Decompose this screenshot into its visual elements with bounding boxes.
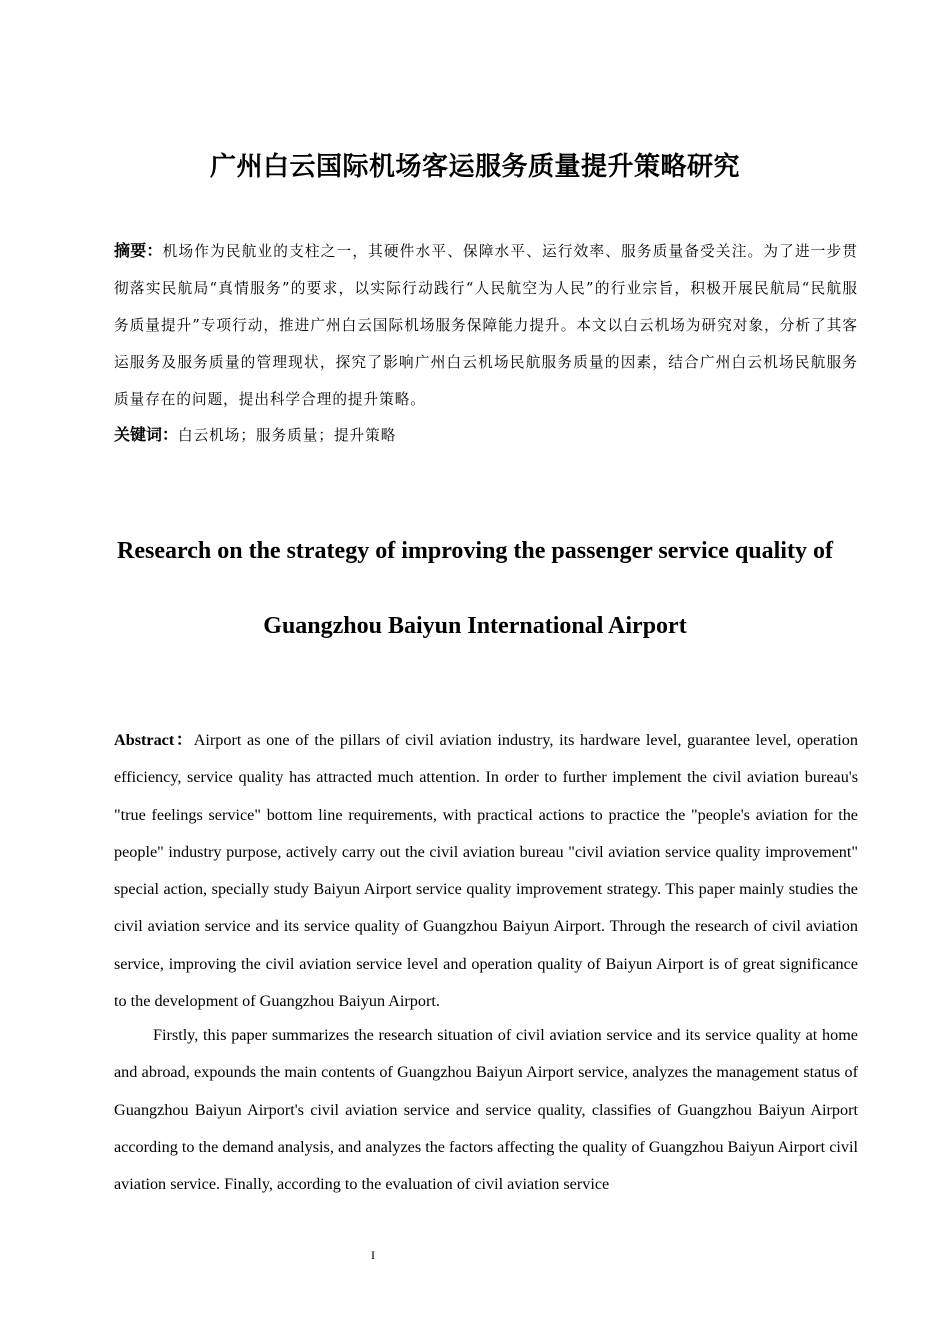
page-number: I — [371, 1248, 375, 1262]
chinese-abstract — [114, 232, 858, 418]
chinese-keywords — [114, 416, 858, 454]
chinese-abstract-label: 摘要： — [114, 241, 163, 260]
english-abstract-paragraph-1 — [114, 722, 858, 1020]
english-abstract-paragraph-2: Firstly, this paper summarizes the research situation of civil aviation service and its service quality at home and abroad, expounds the main contents of Guangzhou Baiyun Airport service, analyzes the management status of Guangzhou Baiyun Airport's civil aviation service and service quality, classifies of Guangzhou Baiyun Airport according to the demand analysis, and analyzes the factors affecting the quality of Guangzhou Baiyun Airport civil aviation service. Finally, according to the evaluation of civil aviation service — [114, 1026, 858, 1194]
chinese-title: 广州白云国际机场客运服务质量提升策略研究 — [209, 152, 740, 182]
chinese-keywords-text: 白云机场；服务质量；提升策略 — [178, 427, 397, 444]
chinese-abstract-text: 机场作为民航业的支柱之一，其硬件水平、保障水平、运行效率、服务质量备受关注。为了进一步贯彻落实民航局“真情服务”的要求，以实际行动践行“人民航空为人民”的行业宗旨，积极开展民航局“民航服务质量提升”专项行动，推进广州白云国际机场服务保障能力提升。本文以白云机场为研究对象，分析了其客运服务及服务质量的管理现状，探究了影响广州白云机场民航服务质量的因素，结合广州白云机场民航服务质量存在的问题，提出科学合理的提升策略。 — [114, 243, 858, 408]
english-abstract-label: Abstract： — [114, 731, 194, 749]
english-title-line-2: Guangzhou Baiyun International Airport — [263, 613, 687, 639]
chinese-keywords-label: 关键词： — [114, 425, 179, 444]
english-title-line-1: Research on the strategy of improving the passenger service quality of — [117, 538, 833, 564]
english-abstract-text-1: Airport as one of the pillars of civil aviation industry, its hardware level, guarantee level, operation efficiency, service quality has attracted much attention. In order to further implement the civil aviation bureau's "true feelings service" bottom line requirements, with practical actions to practice the "people's aviation for the people" industry purpose, actively carry out the civil aviation bureau "civil aviation service quality improvement" special action, specially study Baiyun Airport service quality improvement strategy. This paper mainly studies the civil aviation service and its service quality of Guangzhou Baiyun Airport. Through the research of civil aviation service, improving the civil aviation service level and operation quality of Baiyun Airport is of great significance to the development of Guangzhou Baiyun Airport. — [114, 731, 858, 1011]
